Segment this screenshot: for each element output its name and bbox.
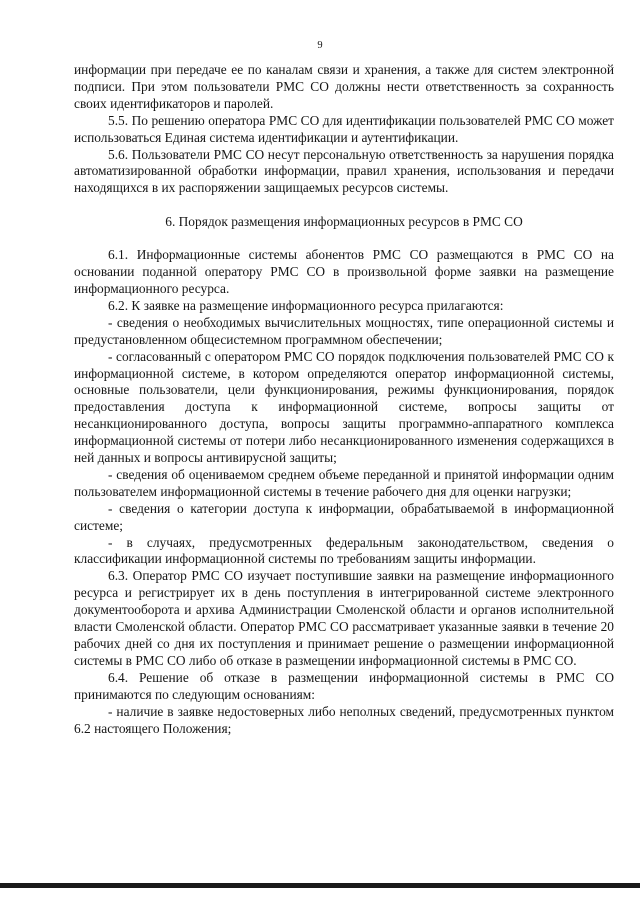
- clause-6-4: 6.4. Решение об отказе в размещении информационной системы в РМС СО принимаются по следующим основаниям:: [74, 669, 614, 702]
- list-item-invalid-data: - наличие в заявке недостоверных либо неполных сведений, предусмотренных пунктом 6.2 настоящего Положения;: [74, 703, 614, 736]
- page-number: 9: [317, 40, 323, 51]
- list-item-connection-procedure: - согласованный с оператором РМС СО порядок подключения пользователей РМС СО к информационной системе, в котором определяются оператор информационной системы, основные пользователи, цели функционирования, режимы функционирования, порядок предоставления доступа к информационной системе, вопросы защиты от несанкционированного доступа, вопросы защиты программно-аппаратного комплекса информационной системы от потери либо несанкционированного изменения содержащихся в ней данных и вопросы антивирусной защиты;: [74, 348, 614, 466]
- clause-6-2: 6.2. К заявке на размещение информационного ресурса прилагаются:: [108, 297, 504, 313]
- list-item-data-volume: - сведения об оцениваемом среднем объеме переданной и принятой информации одним пользователем информационной системы в течение рабочего дня для оценки нагрузки;: [74, 466, 614, 499]
- list-item-access-category: - сведения о категории доступа к информации, обрабатываемой в информационной системе;: [74, 500, 614, 533]
- clause-6-1: 6.1. Информационные системы абонентов РМС СО размещаются в РМС СО на основании поданной оператору РМС СО в произвольной форме заявки на размещение информационного ресурса.: [74, 247, 614, 296]
- clause-6-3: 6.3. Оператор РМС СО изучает поступившие заявки на размещение информационного ресурса и регистрирует их в день поступления в интегрированной системе электронного документооборота и архива Администрации Смоленской области и органов исполнительной власти Смоленской области. Оператор РМС СО рассматривает указанные заявки в течение 20 рабочих дней со дня их поступления и принимает решение о размещении информационной системы в РМС СО либо об отказе в размещении информационной системы в РМС СО.: [74, 568, 614, 668]
- clause-5-6: 5.6. Пользователи РМС СО несут персональную ответственность за нарушения порядка автоматизированной обработки информации, правил хранения, использования и передачи находящихся в их распоряжении защищаемых ресурсов системы.: [74, 146, 614, 196]
- section-6-heading: 6. Порядок размещения информационных ресурсов в РМС СО: [165, 214, 523, 230]
- document-body: [74, 62, 614, 737]
- paragraph-continuation: информации при передаче ее по каналам связи и хранения, а также для систем электронной подписи. При этом пользователи РМС СО должны нести ответственность за сохранность своих идентификаторов и паролей.: [74, 62, 614, 111]
- list-item-computing-resources: - сведения о необходимых вычислительных мощностях, типе операционной системы и предустановленном общесистемном программном обеспечении;: [74, 314, 614, 347]
- bottom-divider: [0, 883, 640, 888]
- list-item-classification: - в случаях, предусмотренных федеральным законодательством, сведения о классификации информационной системы по требованиям защиты информации.: [74, 534, 614, 567]
- clause-5-5: 5.5. По решению оператора РМС СО для идентификации пользователей РМС СО может использоваться Единая система идентификации и аутентификации.: [74, 112, 614, 145]
